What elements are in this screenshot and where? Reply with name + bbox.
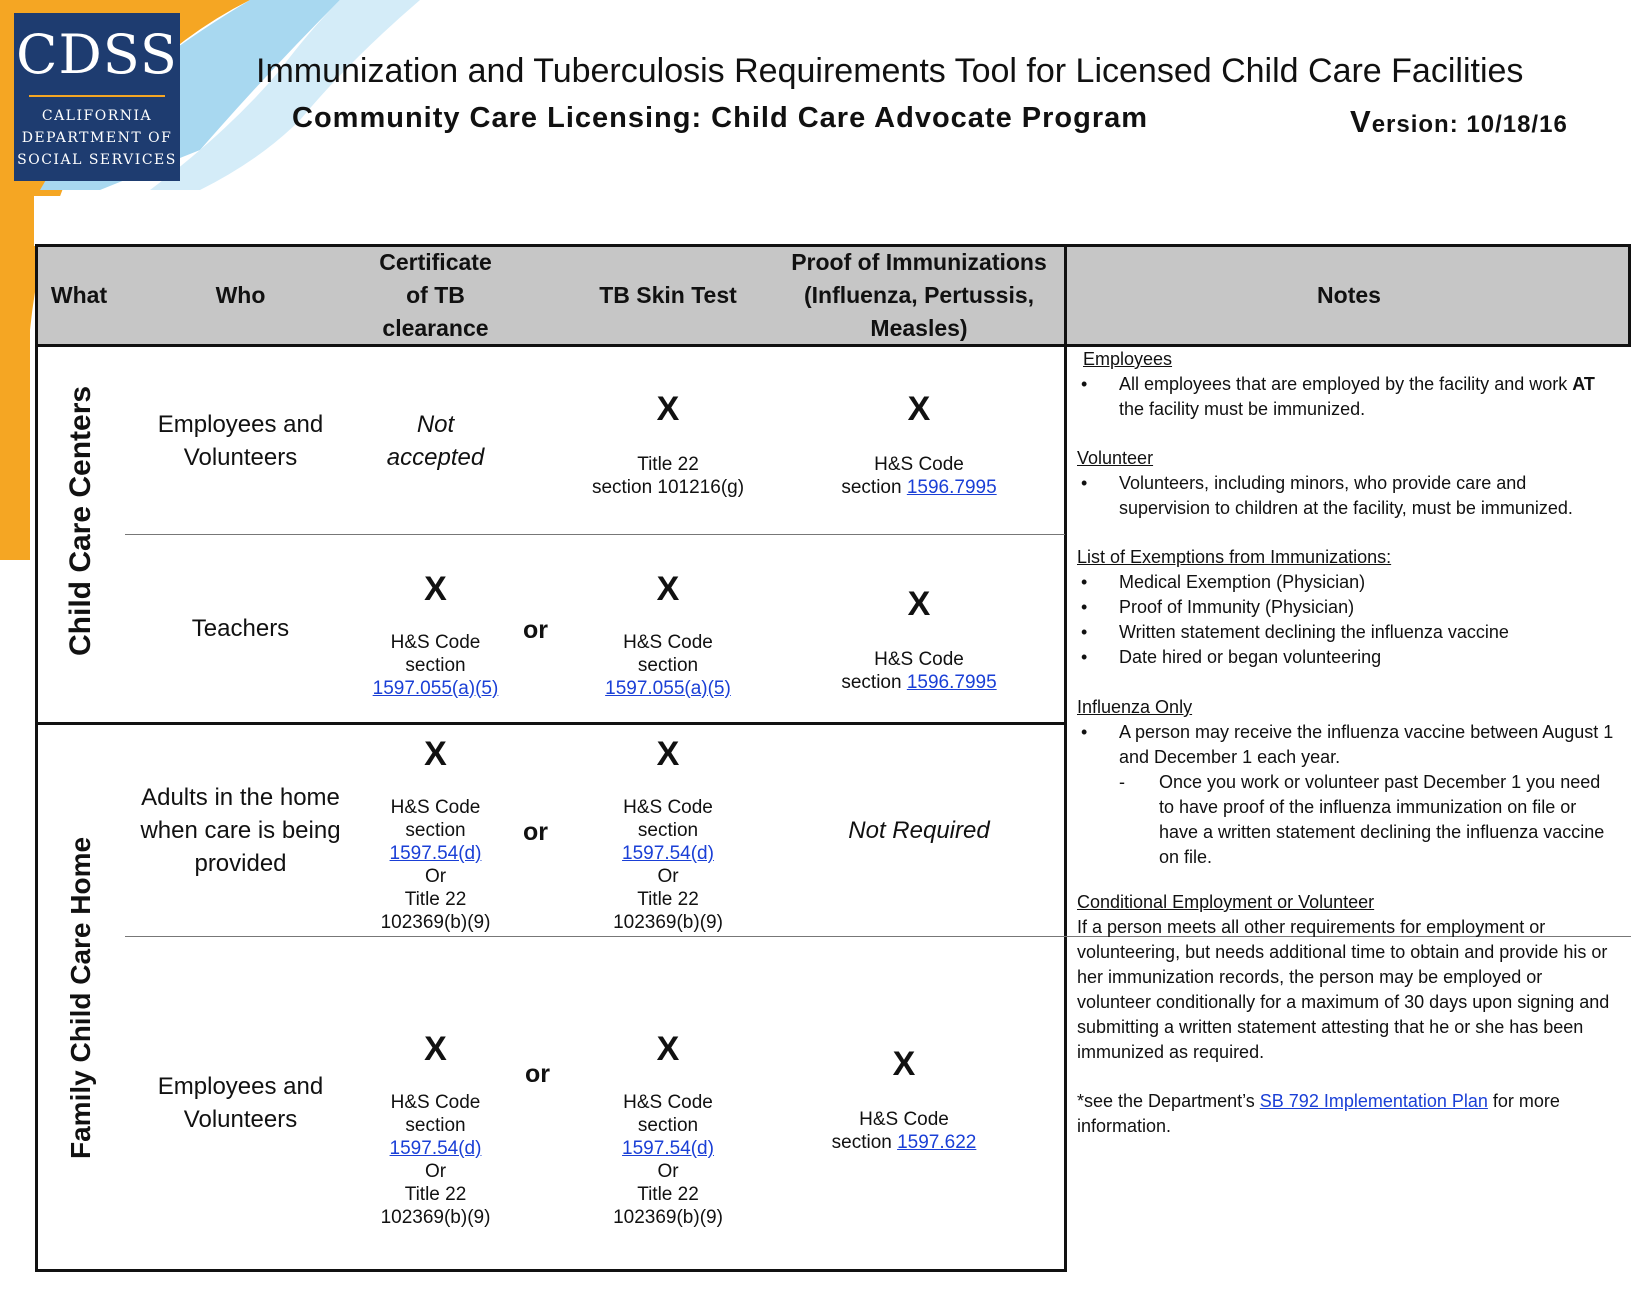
notes-divider (1064, 244, 1067, 1272)
notes-exemption-item: • Written statement declining the influenza vaccine (1077, 620, 1619, 645)
r3-proof-not-required: Not Required (848, 817, 990, 844)
r4-skin-x: X (656, 1030, 680, 1068)
r4-proof-x: X (892, 1045, 916, 1083)
r2-cert-ref2: section (405, 654, 466, 676)
r3-skin-x: X (656, 735, 680, 773)
r2-cert-link[interactable]: 1597.055(a)(5) (372, 677, 499, 699)
r4-proof (774, 1024, 1034, 1174)
r2-proof-link[interactable]: 1596.7995 (906, 672, 997, 693)
r2-proof-x: X (907, 585, 931, 623)
r3-cert (358, 732, 513, 936)
requirements-table (35, 244, 1631, 1272)
section-child-care-centers: Child Care Centers (64, 385, 97, 656)
r4-cert-ref1: H&S Code (390, 1092, 481, 1113)
r3-skin-link[interactable]: 1597.54(d) (622, 843, 714, 864)
r2-proof (774, 569, 1064, 709)
r4-proof-link[interactable]: 1597.622 (897, 1132, 977, 1153)
r2-or: or (523, 616, 548, 644)
notes-conditional-text: If a person meets all other requirements for employment or volunteering, but needs additional time to obtain and provide his or her immunization records, the person may be employed or volunteer conditionally for a maximum of 30 days upon signing and submitting a written statement attesting that he or she has been immunized as required. (1077, 917, 1610, 1062)
logo-line-2: DEPARTMENT OF (21, 130, 173, 146)
r4-cert (358, 999, 513, 1259)
r4-cert-or: Or (424, 1161, 447, 1182)
r2-proof-ref2: section (841, 672, 902, 693)
version-text: ersion: 10/18/16 (1371, 111, 1568, 138)
r4-or: or (525, 1060, 550, 1088)
notes-influenza-subitem: - Once you work or volunteer past December 1 you need to have proof of the influenza immunization on file or have a written statement declining the influenza vaccine on file. (1077, 770, 1619, 870)
r3-skin-ref4: 102369(b)(9) (613, 912, 723, 933)
notes-exemption-item: • Proof of Immunity (Physician) (1077, 595, 1619, 620)
r2-cert-x: X (424, 569, 447, 608)
r4-cert-link[interactable]: 1597.54(d) (389, 1138, 482, 1159)
col-notes-header: Notes (1317, 282, 1381, 308)
r4-proof-ref2: section (831, 1132, 892, 1153)
notes-see-also: *see the Department’s SB 792 Implementation Plan for more information. (1077, 1091, 1560, 1136)
r3-skin-ref1: H&S Code (623, 797, 713, 818)
r2-skin-x: X (656, 569, 680, 608)
col-proof-header: Proof of Immunizations (Influenza, Pertussis, Measles) (791, 249, 1047, 341)
version-label (1350, 104, 1568, 140)
r1-proof-x: X (907, 390, 931, 428)
logo-line-3: SOCIAL SERVICES (17, 152, 177, 168)
r4-cert-ref2: section (405, 1115, 466, 1136)
version-initial: V (1350, 104, 1372, 139)
r3-or: or (523, 818, 548, 846)
r2-skin-ref1: H&S Code (623, 631, 713, 653)
r1-skin-x: X (656, 390, 680, 428)
r2-skin-ref2: section (637, 654, 699, 676)
r4-cert-x: X (424, 1030, 447, 1068)
r3-cert-ref1: H&S Code (390, 797, 481, 818)
r1-proof (774, 374, 1064, 514)
notes-employees-heading: Employees (1083, 349, 1173, 369)
r3-cert-x: X (424, 735, 447, 773)
r1-skin-ref1: Title 22 (637, 454, 699, 475)
r3-cert-or: Or (424, 866, 447, 887)
notes-employees-item: • All employees that are employed by the facility and work AT the facility must be immunized. (1077, 372, 1619, 422)
notes-exemption-item: • Medical Exemption (Physician) (1077, 570, 1619, 595)
r4-skin-ref3: Title 22 (637, 1184, 699, 1205)
table-right-border (1628, 244, 1631, 347)
r1-proof-link[interactable]: 1596.7995 (906, 477, 997, 498)
r1-cert-not-accepted: Not accepted (386, 410, 485, 471)
r4-skin-or: Or (657, 1161, 679, 1182)
document-subtitle: Community Care Licensing: Child Care Advocate Program (292, 102, 1149, 134)
col-what-header: What (50, 282, 108, 308)
r1-proof-ref1: H&S Code (874, 454, 964, 475)
r1-skin-test (562, 374, 774, 514)
r1-skin-ref2: section 101216(g) (591, 477, 745, 498)
r2-cert (358, 559, 513, 709)
document-title: Immunization and Tuberculosis Requirements Tool for Licensed Child Care Facilities (256, 52, 1524, 90)
logo-line-1: CALIFORNIA (41, 108, 153, 124)
section-family-child-care-home: Family Child Care Home (65, 836, 96, 1159)
r3-cert-ref4: 102369(b)(9) (380, 912, 491, 933)
r3-skin-or: Or (657, 866, 679, 887)
r4-skin-ref2: section (637, 1115, 699, 1136)
r2-who: Teachers (191, 614, 290, 642)
r3-cert-link[interactable]: 1597.54(d) (389, 843, 482, 864)
logo-rule (29, 95, 165, 97)
r3-cert-ref2: section (405, 820, 466, 841)
col-who-header: Who (215, 282, 266, 308)
col-certificate-header: Certificate of TB clearance (379, 249, 492, 341)
r1-proof-ref2: section (841, 477, 902, 498)
notes-conditional-heading: Conditional Employment or Volunteer (1077, 892, 1375, 912)
r4-skin-link[interactable]: 1597.54(d) (622, 1138, 714, 1159)
r3-cert-ref3: Title 22 (404, 889, 467, 910)
notes-influenza-item: • A person may receive the influenza vaccine between August 1 and December 1 each year. (1077, 720, 1619, 770)
notes-exemptions-heading: List of Exemptions from Immunizations: (1077, 547, 1392, 567)
r4-cert-ref3: Title 22 (404, 1184, 467, 1205)
r4-skin-ref1: H&S Code (623, 1092, 713, 1113)
r2-skin (562, 559, 774, 709)
r3-who: Adults in the home when care is being provided (140, 784, 341, 877)
table-bottom-border (35, 1269, 1065, 1272)
r2-skin-link[interactable]: 1597.055(a)(5) (605, 677, 731, 699)
notes-exemption-item: • Date hired or began volunteering (1077, 645, 1619, 670)
r4-skin (562, 999, 774, 1259)
sb792-plan-link[interactable]: SB 792 Implementation Plan (1259, 1091, 1488, 1111)
r4-skin-ref4: 102369(b)(9) (613, 1207, 723, 1228)
logo-name: CDSS (16, 23, 178, 86)
r2-proof-ref1: H&S Code (874, 649, 964, 670)
notes-volunteer-heading: Volunteer (1077, 448, 1154, 468)
r3-skin (562, 732, 774, 936)
notes-panel (1071, 347, 1631, 1139)
r4-cert-ref4: 102369(b)(9) (380, 1207, 491, 1228)
notes-volunteer-item: • Volunteers, including minors, who provide care and supervision to children at the facility, must be immunized. (1077, 471, 1619, 521)
cdss-logo (14, 13, 180, 181)
r3-skin-ref3: Title 22 (637, 889, 699, 910)
table-header-row (35, 244, 1631, 347)
r4-who: Employees and Volunteers (157, 1073, 324, 1133)
table-left-border (35, 244, 38, 1272)
col-skin-test-header: TB Skin Test (599, 282, 737, 308)
r1-who: Employees and Volunteers (157, 410, 324, 471)
r4-proof-ref1: H&S Code (859, 1109, 949, 1130)
r3-skin-ref2: section (637, 820, 699, 841)
notes-influenza-heading: Influenza Only (1077, 697, 1193, 717)
r2-cert-ref1: H&S Code (390, 631, 481, 653)
